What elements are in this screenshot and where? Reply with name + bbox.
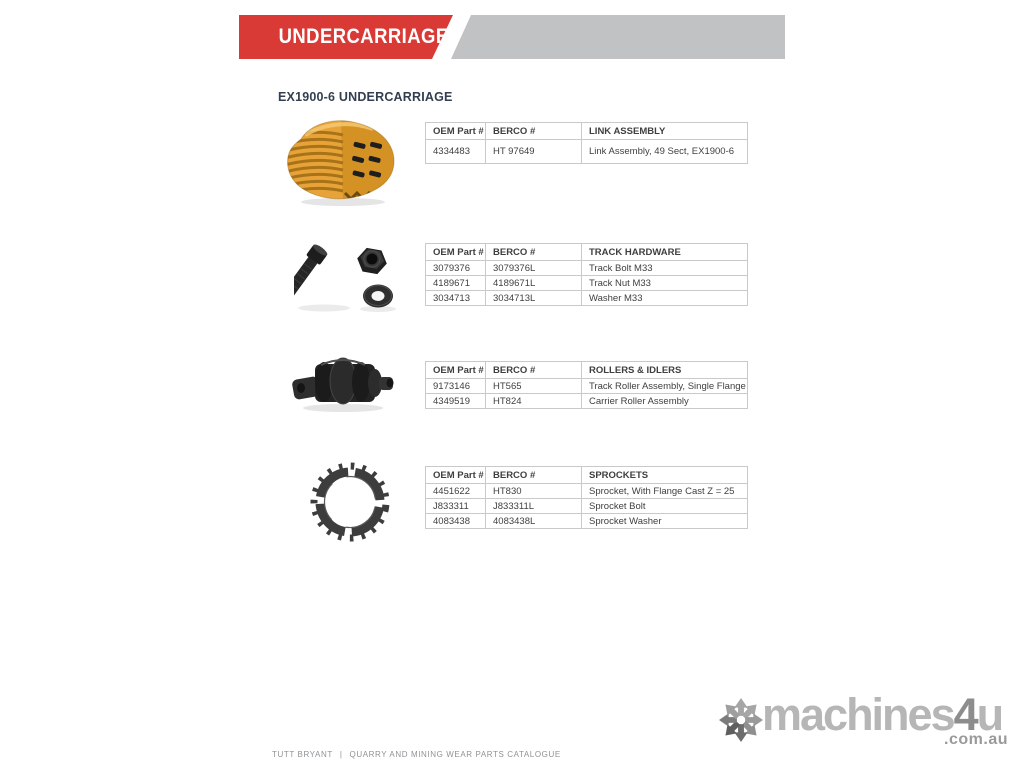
table-row (426, 499, 748, 514)
col-header-category: LINK ASSEMBLY (582, 123, 748, 140)
machines4u-asterisk-icon (719, 694, 763, 746)
cell-description: Carrier Roller Assembly (582, 394, 748, 409)
cell-berco: HT830 (486, 484, 582, 499)
table-row (426, 276, 748, 291)
footer-separator: | (339, 750, 343, 759)
col-header-oem: OEM Part # (426, 467, 486, 484)
cell-berco: 4189671L (486, 276, 582, 291)
col-header-oem: OEM Part # (426, 362, 486, 379)
track-link-assembly-image (281, 115, 403, 207)
col-header-category: TRACK HARDWARE (582, 244, 748, 261)
col-header-category: SPROCKETS (582, 467, 748, 484)
cell-berco: J833311L (486, 499, 582, 514)
cell-description: Track Roller Assembly, Single Flange (582, 379, 748, 394)
cell-oem-part: 4189671 (426, 276, 486, 291)
table-row (426, 379, 748, 394)
cell-berco: 3079376L (486, 261, 582, 276)
col-header-oem: OEM Part # (426, 244, 486, 261)
wordmark-u: u (976, 689, 1003, 740)
parts-table-rollers-idlers (425, 361, 748, 409)
cell-oem-part: 4349519 (426, 394, 486, 409)
track-bolt-icon (294, 243, 329, 300)
cell-berco: 3034713L (486, 291, 582, 306)
footer-catalogue-title: QUARRY AND MINING WEAR PARTS CATALOGUE (349, 750, 561, 759)
cell-oem-part: 4451622 (426, 484, 486, 499)
cell-berco: HT824 (486, 394, 582, 409)
cell-oem-part: 3034713 (426, 291, 486, 306)
cell-description: Sprocket Washer (582, 514, 748, 529)
cell-description: Washer M33 (582, 291, 748, 306)
track-nut-icon (355, 247, 389, 276)
col-header-berco: BERCO # (486, 362, 582, 379)
parts-table-link-assembly (425, 122, 748, 164)
track-hardware-image (294, 241, 402, 315)
banner-gray-shape (451, 15, 785, 59)
cell-description: Track Nut M33 (582, 276, 748, 291)
col-header-oem: OEM Part # (426, 123, 486, 140)
cell-oem-part: 4083438 (426, 514, 486, 529)
table-row (426, 484, 748, 499)
banner-title: UNDERCARRIAGE (278, 25, 449, 48)
washer-icon (363, 285, 393, 308)
footer-brand: TUTT BRYANT (272, 750, 333, 759)
table-header-row (426, 244, 748, 261)
sprocket-image (302, 459, 400, 545)
cell-berco: HT 97649 (486, 140, 582, 164)
col-header-berco: BERCO # (486, 467, 582, 484)
page-footer (272, 750, 561, 759)
cell-description: Sprocket, With Flange Cast Z = 25 (582, 484, 748, 499)
table-row (426, 291, 748, 306)
cell-oem-part: 3079376 (426, 261, 486, 276)
page-title: EX1900-6 UNDERCARRIAGE (278, 90, 453, 104)
cell-description: Sprocket Bolt (582, 499, 748, 514)
cell-berco: HT565 (486, 379, 582, 394)
parts-table-sprockets (425, 466, 748, 529)
table-row (426, 140, 748, 164)
wordmark-machines: machines (762, 689, 954, 740)
table-row (426, 261, 748, 276)
parts-table-track-hardware (425, 243, 748, 306)
table-row (426, 394, 748, 409)
table-header-row (426, 362, 748, 379)
track-roller-image (291, 352, 397, 414)
cell-berco: 4083438L (486, 514, 582, 529)
col-header-berco: BERCO # (486, 123, 582, 140)
col-header-category: ROLLERS & IDLERS (582, 362, 748, 379)
cell-oem-part: 9173146 (426, 379, 486, 394)
cell-oem-part: J833311 (426, 499, 486, 514)
cell-oem-part: 4334483 (426, 140, 486, 164)
cell-description: Link Assembly, 49 Sect, EX1900-6 (582, 140, 748, 164)
col-header-berco: BERCO # (486, 244, 582, 261)
table-header-row (426, 123, 748, 140)
table-header-row (426, 467, 748, 484)
table-row (426, 514, 748, 529)
cell-description: Track Bolt M33 (582, 261, 748, 276)
wordmark-4: 4 (953, 689, 977, 740)
wordmark-domain-suffix: .com.au (944, 731, 1008, 748)
